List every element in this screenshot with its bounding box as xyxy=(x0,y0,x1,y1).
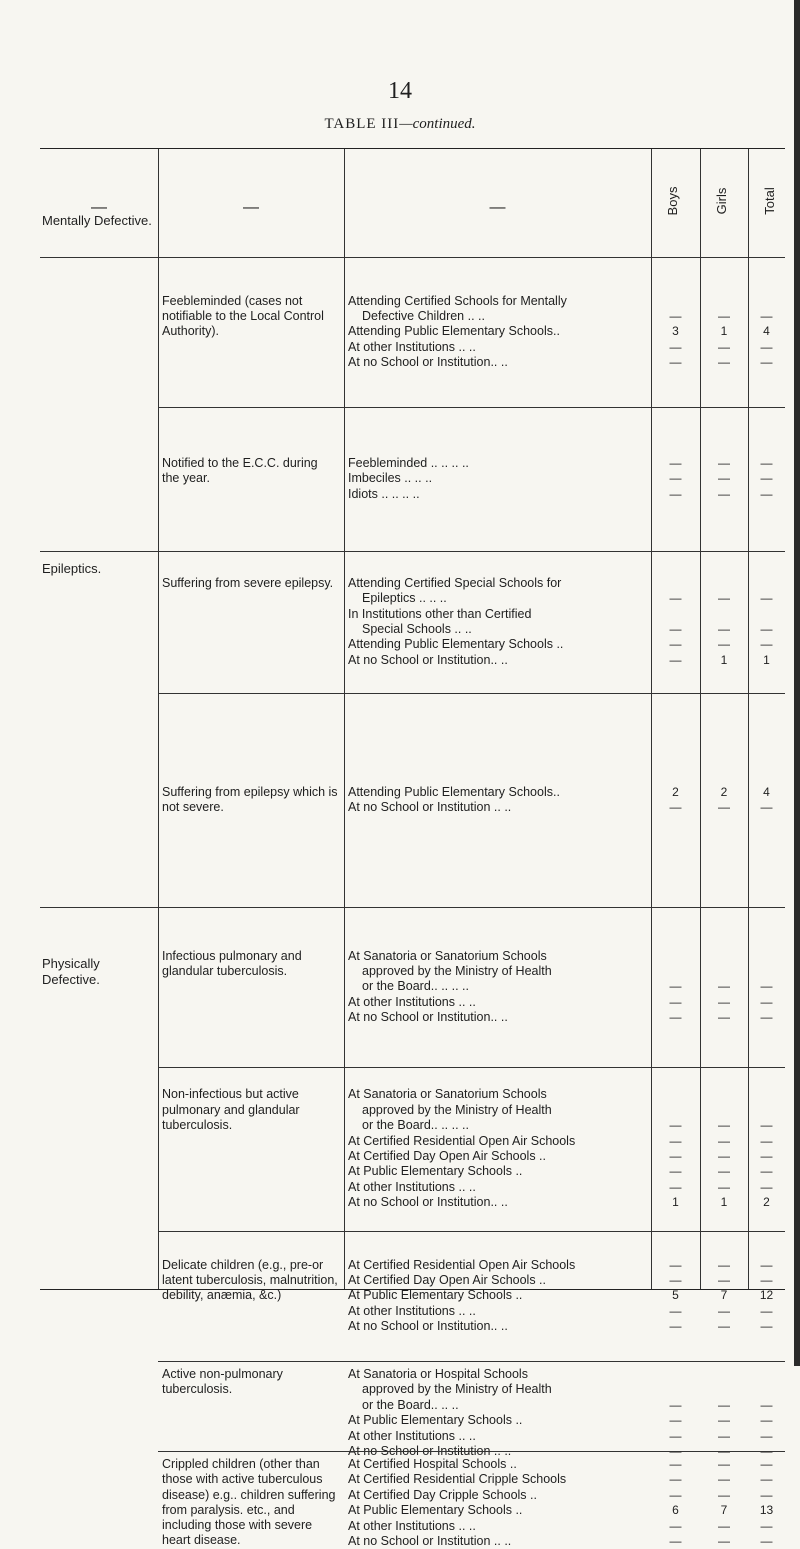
row-label: At Public Elementary Schools .. xyxy=(348,1503,523,1518)
girls-value: 7 xyxy=(720,1288,728,1303)
total-value: 1 xyxy=(763,652,770,667)
boys-value: — xyxy=(669,471,682,486)
girls-value: — xyxy=(718,1164,730,1179)
boys-value: — xyxy=(669,1272,682,1287)
subgroup-label: Suffering from severe epilepsy. xyxy=(162,575,334,590)
total-value: 13 xyxy=(759,1503,774,1518)
category-label: Physically Defective. xyxy=(42,956,100,987)
boys-value: — xyxy=(669,1133,682,1148)
girls-value: — xyxy=(718,1010,730,1025)
girls-value: — xyxy=(718,1272,730,1287)
caption-prefix: TABLE III xyxy=(324,116,400,132)
col-header-total: Total xyxy=(762,187,777,215)
row-label: At Certified Day Cripple Schools .. xyxy=(348,1487,537,1502)
girls-value: — xyxy=(718,486,730,501)
boys-value: — xyxy=(669,800,682,814)
row-label: At no School or Institution.. .. xyxy=(348,652,508,667)
total-value: — xyxy=(760,979,773,994)
total-value: — xyxy=(760,1118,773,1133)
boys-value: — xyxy=(669,308,682,323)
girls-value: — xyxy=(718,1397,730,1412)
row-label: At Certified Hospital Schools .. xyxy=(348,1457,517,1471)
boys-value: — xyxy=(669,1149,682,1163)
subgroup-label: Delicate children (e.g., pre-or latent tuberculosis, malnutrition, debility, anæmia, &c.) xyxy=(162,1257,338,1303)
group-rule xyxy=(40,907,785,908)
total-value: — xyxy=(760,308,773,323)
row-label: At Sanatoria or Hospital Schools xyxy=(348,1367,528,1381)
boys-value: — xyxy=(669,637,682,652)
girls-value: — xyxy=(718,800,730,814)
total-value: — xyxy=(760,1444,773,1458)
boys-value: — xyxy=(669,1457,682,1471)
boys-value: — xyxy=(669,355,682,370)
row-label: In Institutions other than Certified xyxy=(348,606,532,621)
girls-value: — xyxy=(718,1518,730,1533)
girls-value: — xyxy=(718,471,730,486)
total-value: — xyxy=(760,455,773,470)
boys-value: — xyxy=(669,979,682,994)
category-label: Epileptics. xyxy=(42,561,102,576)
total-value: — xyxy=(760,1413,773,1428)
boys-value: — xyxy=(669,1179,682,1194)
boys-value: — xyxy=(669,591,682,606)
girls-value: — xyxy=(718,1472,730,1487)
row-label: Idiots .. .. .. .. xyxy=(348,486,420,501)
girls-value: — xyxy=(718,308,730,323)
boys-value: — xyxy=(669,652,682,667)
boys-value: 1 xyxy=(672,1195,679,1210)
girls-value: 7 xyxy=(720,1503,728,1518)
col-header-girls: Girls xyxy=(714,187,729,215)
category-label: Mentally Defective. xyxy=(42,213,152,228)
boys-value: — xyxy=(669,1319,682,1334)
total-value: — xyxy=(760,339,773,354)
girls-value: — xyxy=(718,1257,730,1272)
subgroup-rule xyxy=(158,693,785,694)
total-value: — xyxy=(760,637,773,652)
header-rule xyxy=(40,257,785,258)
subgroup-label: Active non-pulmonary tuberculosis. xyxy=(162,1367,283,1397)
girls-value: — xyxy=(718,1133,730,1148)
girls-value: — xyxy=(718,1179,730,1194)
girls-value: 1 xyxy=(720,652,728,667)
girls-value: — xyxy=(718,1457,730,1471)
total-value: — xyxy=(760,1457,773,1471)
boys-value: — xyxy=(669,1487,682,1502)
row-label: At Public Elementary Schools .. xyxy=(348,1413,523,1428)
girls-value: — xyxy=(718,1118,730,1133)
row-label: Epileptics .. .. .. xyxy=(362,591,447,606)
girls-value: — xyxy=(718,1149,730,1163)
row-label: At Sanatoria or Sanatorium Schools xyxy=(348,948,547,963)
total-value: 2 xyxy=(763,1195,770,1210)
row-label: approved by the Ministry of Health xyxy=(362,1382,552,1397)
girls-value: — xyxy=(718,339,730,354)
row-label: At other Institutions .. .. xyxy=(348,1428,476,1443)
boys-value: 3 xyxy=(672,324,679,339)
row-label: At Certified Day Open Air Schools .. xyxy=(348,1272,547,1287)
girls-value: — xyxy=(718,979,730,994)
total-value: — xyxy=(760,1272,773,1287)
row-label: At no School or Institution.. .. xyxy=(348,1319,508,1334)
girls-value: — xyxy=(718,355,730,370)
row-label: At other Institutions .. .. xyxy=(348,1518,476,1533)
row-label: At no School or Institution.. .. xyxy=(348,1010,508,1025)
girls-value: — xyxy=(718,1428,730,1443)
row-label: Attending Public Elementary Schools.. xyxy=(348,324,560,339)
boys-value: — xyxy=(669,1164,682,1179)
boys-value: — xyxy=(669,339,682,354)
boys-value: — xyxy=(669,1444,682,1458)
girls-value: — xyxy=(718,1413,730,1428)
boys-value: — xyxy=(669,994,682,1009)
total-value: 4 xyxy=(763,784,770,799)
girls-value: — xyxy=(718,1534,730,1548)
row-label: At no School or Institution.. .. xyxy=(348,1195,508,1210)
total-value: — xyxy=(760,1472,773,1487)
boys-value: — xyxy=(669,1534,682,1548)
row-label: Attending Public Elementary Schools.. xyxy=(348,784,560,799)
row-label: At no School or Institution .. .. xyxy=(348,800,512,814)
row-label: At Certified Residential Open Air Schools xyxy=(348,1133,576,1148)
boys-value: — xyxy=(669,1428,682,1443)
total-value: — xyxy=(760,1179,773,1194)
total-value: — xyxy=(760,1319,773,1334)
girls-value: 1 xyxy=(720,1195,728,1210)
row-label: At Public Elementary Schools .. xyxy=(348,1288,523,1303)
boys-value: 6 xyxy=(672,1503,679,1518)
row-label: At other Institutions .. .. xyxy=(348,1303,476,1318)
row-label: Feebleminded .. .. .. .. xyxy=(348,455,469,470)
group-rule xyxy=(40,551,785,552)
row-label: Defective Children .. .. xyxy=(362,308,485,323)
row-label: or the Board.. .. .. xyxy=(362,1397,459,1412)
girls-value: — xyxy=(718,1319,730,1334)
total-value: — xyxy=(760,1518,773,1533)
boys-value: — xyxy=(669,1413,682,1428)
total-value: 12 xyxy=(759,1288,774,1303)
total-value: — xyxy=(760,1257,773,1272)
girls-value: — xyxy=(718,455,730,470)
boys-value: — xyxy=(669,1397,682,1412)
girls-value: — xyxy=(718,1444,730,1458)
row-label: or the Board.. .. .. .. xyxy=(362,979,469,994)
row-label: At Certified Residential Open Air Schools xyxy=(348,1257,576,1272)
data-table xyxy=(40,148,785,1548)
column-rule xyxy=(158,149,159,1289)
row-label: At other Institutions .. .. xyxy=(348,994,476,1009)
total-value: — xyxy=(760,1149,773,1163)
girls-value: 1 xyxy=(720,324,728,339)
row-label: At no School or Institution .. .. xyxy=(348,1534,512,1548)
row-label: At other Institutions .. .. xyxy=(348,1179,476,1194)
row-label: At Certified Day Open Air Schools .. xyxy=(348,1149,547,1163)
subgroup-label: Suffering from epilepsy which is not severe. xyxy=(162,784,338,814)
subgroup-rule xyxy=(158,1067,785,1068)
girls-value: — xyxy=(718,1487,730,1502)
total-value: — xyxy=(760,1428,773,1443)
column-rule xyxy=(344,149,345,1289)
caption-suffix: —continued. xyxy=(399,116,476,132)
total-value: — xyxy=(760,1164,773,1179)
girls-value: — xyxy=(718,637,730,652)
row-label: approved by the Ministry of Health xyxy=(362,963,552,978)
boys-value: 2 xyxy=(672,784,679,799)
table-caption xyxy=(0,116,800,133)
total-value: — xyxy=(760,1534,773,1548)
subgroup-rule xyxy=(158,1231,785,1232)
boys-value: — xyxy=(669,1472,682,1487)
row-label: Special Schools .. .. xyxy=(362,622,472,636)
col-header-3: — xyxy=(489,199,506,216)
girls-value: — xyxy=(718,591,730,606)
subgroup-label: Infectious pulmonary and glandular tuberculosis. xyxy=(162,948,302,978)
row-label: Attending Certified Special Schools for xyxy=(348,575,562,590)
total-value: — xyxy=(760,994,773,1009)
boys-value: — xyxy=(669,1257,682,1272)
total-value: — xyxy=(760,1133,773,1148)
total-value: 4 xyxy=(763,324,770,339)
row-label: At no School or Institution.. .. xyxy=(348,355,508,370)
subgroup-rule xyxy=(158,1361,785,1362)
subgroup-label: Feebleminded (cases not notifiable to the Local Control Authority). xyxy=(162,293,324,339)
row-label: At Certified Residential Cripple Schools xyxy=(348,1472,567,1487)
row-label: Attending Certified Schools for Mentally xyxy=(348,293,567,308)
boys-value: — xyxy=(669,455,682,470)
col-header-2: — xyxy=(243,199,259,216)
page-number: 14 xyxy=(388,78,412,104)
girls-value: — xyxy=(718,1303,730,1318)
row-label: Attending Public Elementary Schools .. xyxy=(348,637,564,652)
row-label: At Sanatoria or Sanatorium Schools xyxy=(348,1087,547,1102)
subgroup-rule xyxy=(158,1451,785,1452)
boys-value: — xyxy=(669,1518,682,1533)
boys-value: — xyxy=(669,622,682,636)
row-label: At other Institutions .. .. xyxy=(348,339,476,354)
total-value: — xyxy=(760,471,773,486)
subgroup-label: Notified to the E.C.C. during the year. xyxy=(162,455,318,486)
boys-value: — xyxy=(669,1118,682,1133)
total-value: — xyxy=(760,1487,773,1502)
total-value: — xyxy=(760,591,773,606)
row-label: At Public Elementary Schools .. xyxy=(348,1164,523,1179)
total-value: — xyxy=(760,1397,773,1412)
page-edge-shadow xyxy=(794,0,800,1366)
girls-value: — xyxy=(718,622,730,636)
row-label: approved by the Ministry of Health xyxy=(362,1102,552,1117)
total-value: — xyxy=(760,1303,773,1318)
subgroup-rule xyxy=(158,407,785,408)
total-value: — xyxy=(760,486,773,501)
total-value: — xyxy=(760,355,773,370)
boys-value: — xyxy=(669,1303,682,1318)
boys-value: 5 xyxy=(672,1288,679,1303)
subgroup-label: Non-infectious but active pulmonary and glandular tuberculosis. xyxy=(162,1087,300,1132)
total-value: — xyxy=(760,622,773,636)
boys-value: — xyxy=(669,1010,682,1025)
total-value: — xyxy=(760,800,773,814)
total-value: — xyxy=(760,1010,773,1025)
girls-value: 2 xyxy=(720,784,728,799)
row-label: At no School or Institution .. .. xyxy=(348,1444,512,1458)
row-label: Imbeciles .. .. .. xyxy=(348,471,433,486)
girls-value: — xyxy=(718,994,730,1009)
subgroup-label: Crippled children (other than those with active tuberculous disease) e.g.. children suffering from paralysis. etc., and including those with severe heart disease. xyxy=(162,1457,336,1548)
row-label: or the Board.. .. .. .. xyxy=(362,1118,469,1133)
boys-value: — xyxy=(669,486,682,501)
col-header-1: — xyxy=(91,199,107,216)
col-header-boys: Boys xyxy=(665,186,680,216)
